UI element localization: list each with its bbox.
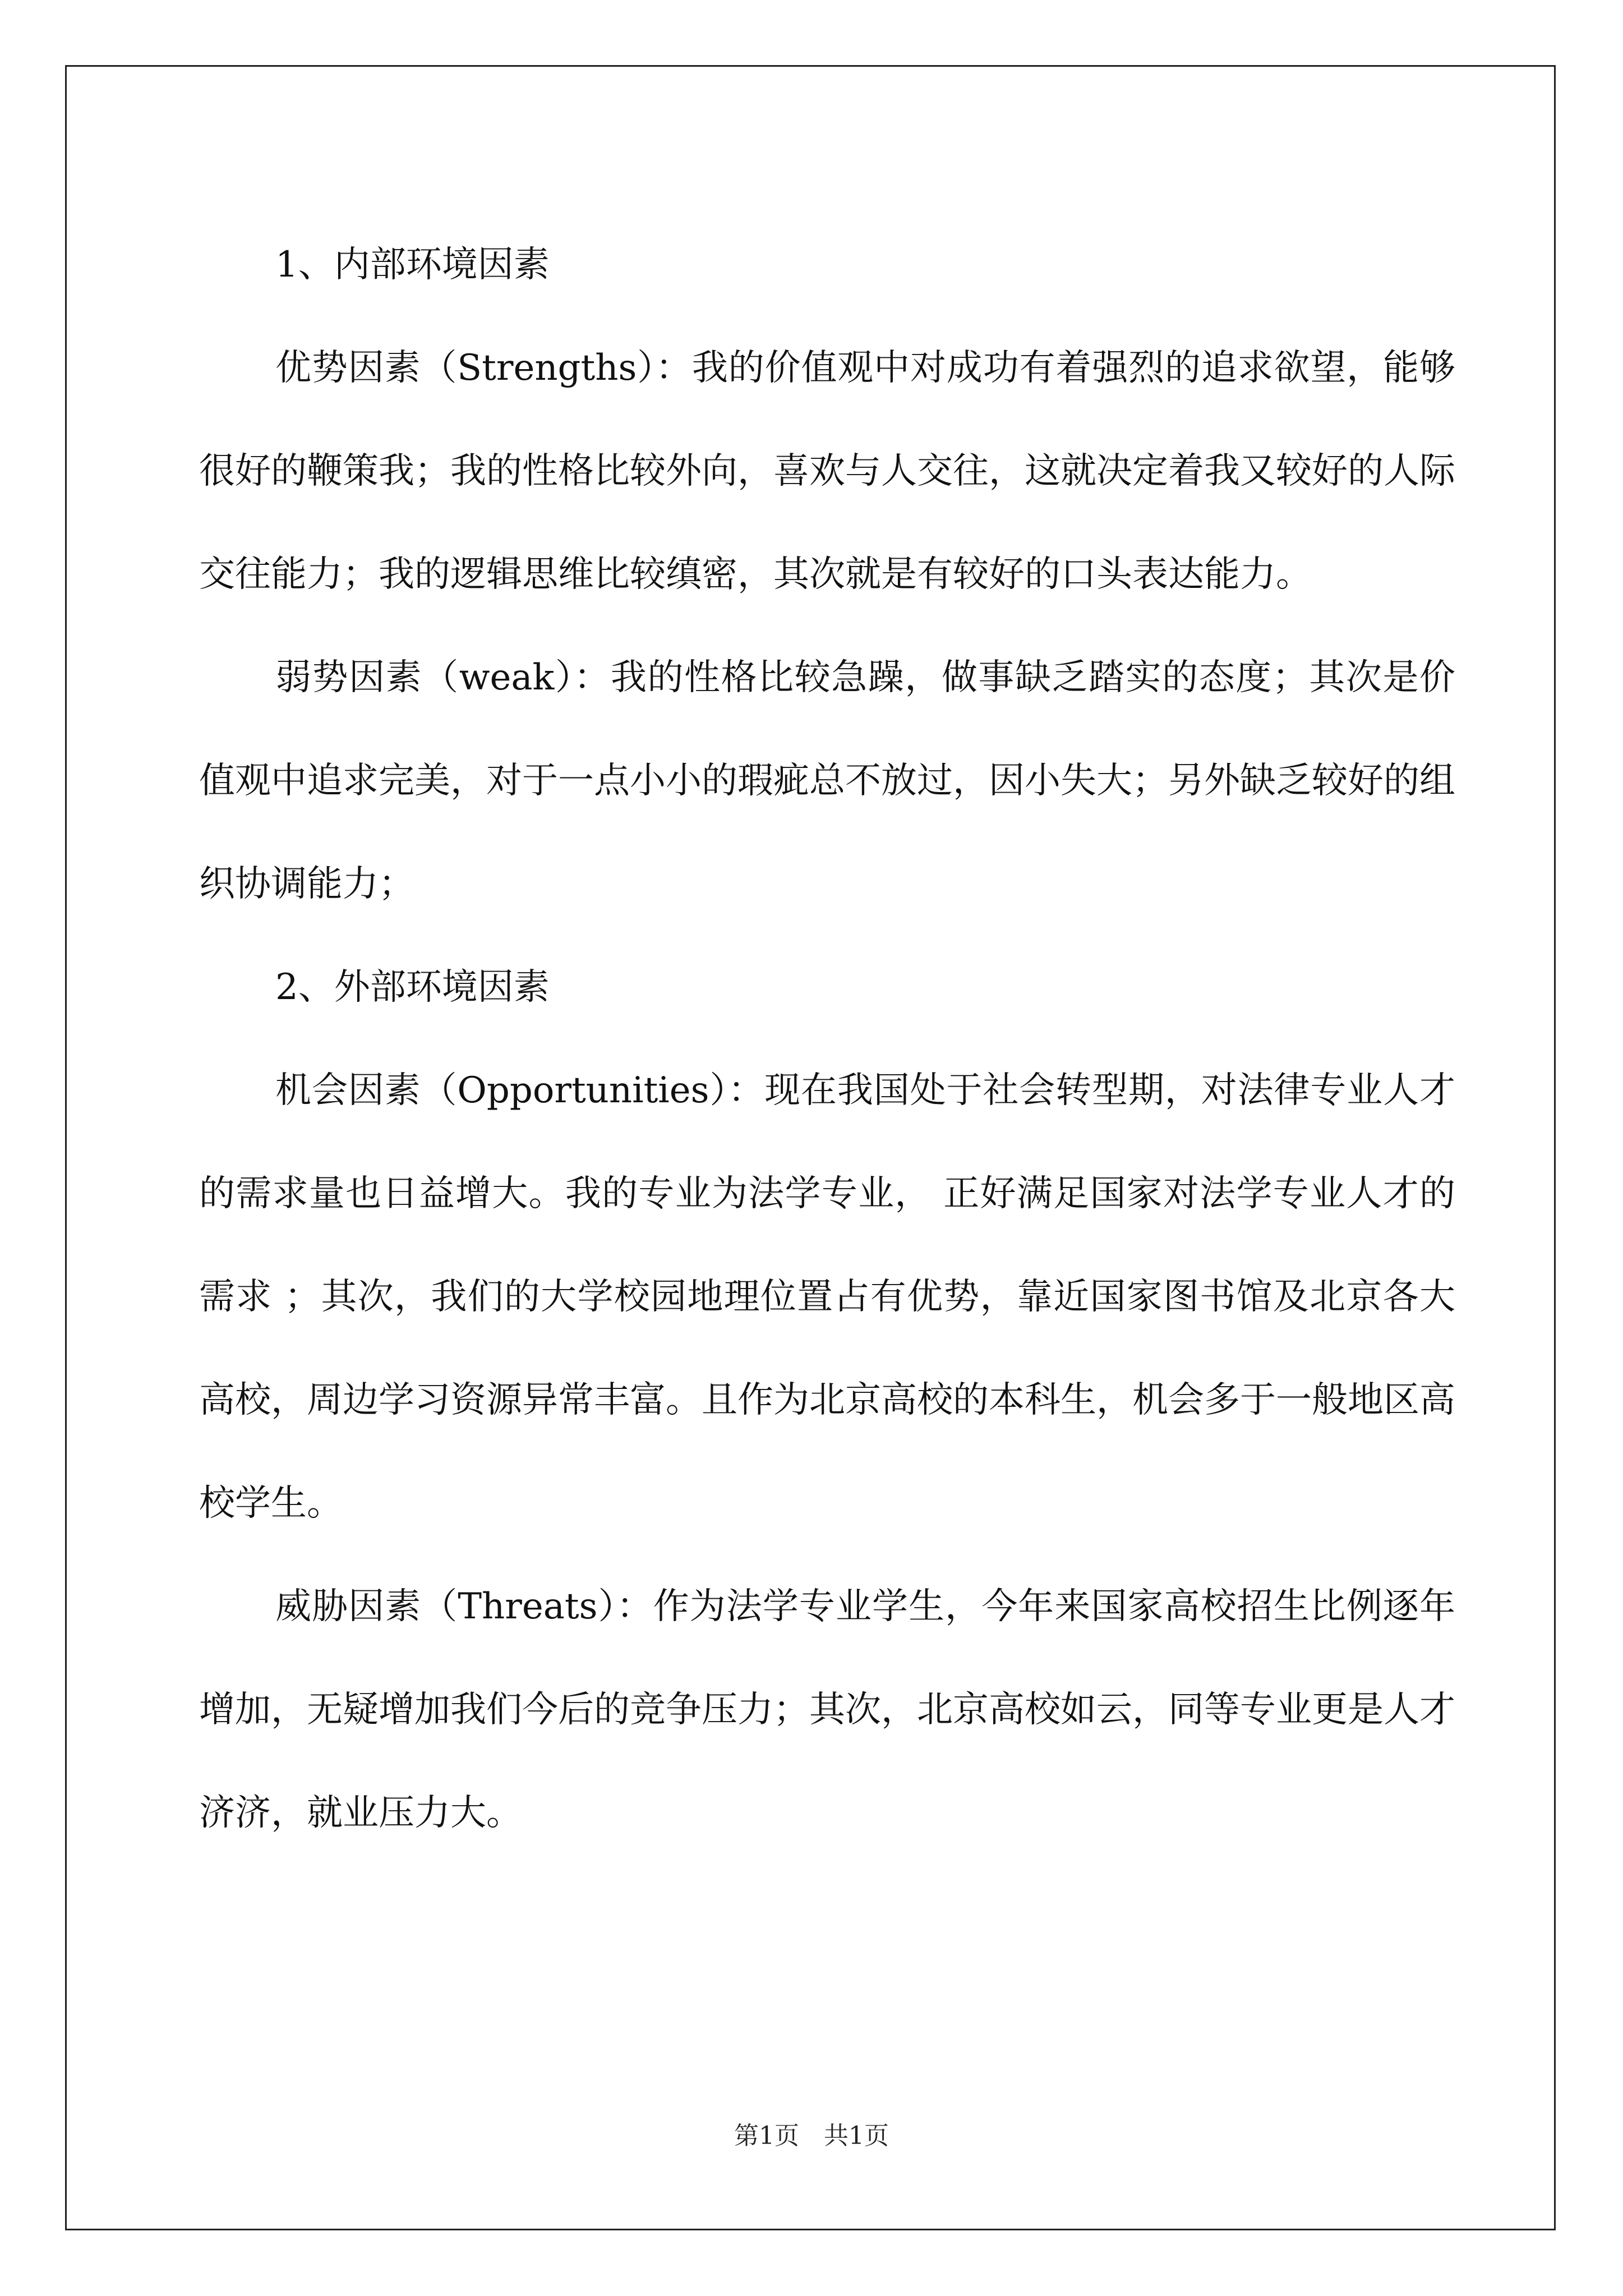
paragraph-opportunities: 机会因素（Opportunities）：现在我国处于社会转型期，对法律专业人才的需求量也日益增大。我的专业为法学专业， 正好满足国家对法学专业人才的需求 ；其次，我们的大学校园地理位置占有优势，靠近国家图书馆及北京各大高校，周边学习资源异常丰富。且作为北京高校的本科生，机会多于一般地区高校学生。	[199, 1070, 1455, 1524]
section-heading-internal: 1、内部环境因素	[275, 244, 550, 286]
page-footer: 第1页 共1页	[734, 2122, 889, 2150]
section-heading-external: 2、外部环境因素	[275, 967, 550, 1008]
paragraph-weaknesses: 弱势因素（weak）：我的性格比较急躁，做事缺乏踏实的态度；其次是价值观中追求完美，对于一点小小的瑕疵总不放过，因小失大；另外缺乏较好的组织协调能力；	[199, 657, 1455, 905]
paragraph-threats: 威胁因素（Threats）：作为法学专业学生，今年来国家高校招生比例逐年增加，无疑增加我们今后的竞争压力；其次，北京高校如云，同等专业更是人才济济，就业压力大。	[199, 1586, 1455, 1834]
paragraph-strengths: 优势因素（Strengths）：我的价值观中对成功有着强烈的追求欲望，能够很好的鞭策我；我的性格比较外向，喜欢与人交往，这就决定着我又较好的人际交往能力；我的逻辑思维比较缜密，其次就是有较好的口头表达能力。	[199, 347, 1455, 595]
document-body	[199, 213, 1455, 1865]
